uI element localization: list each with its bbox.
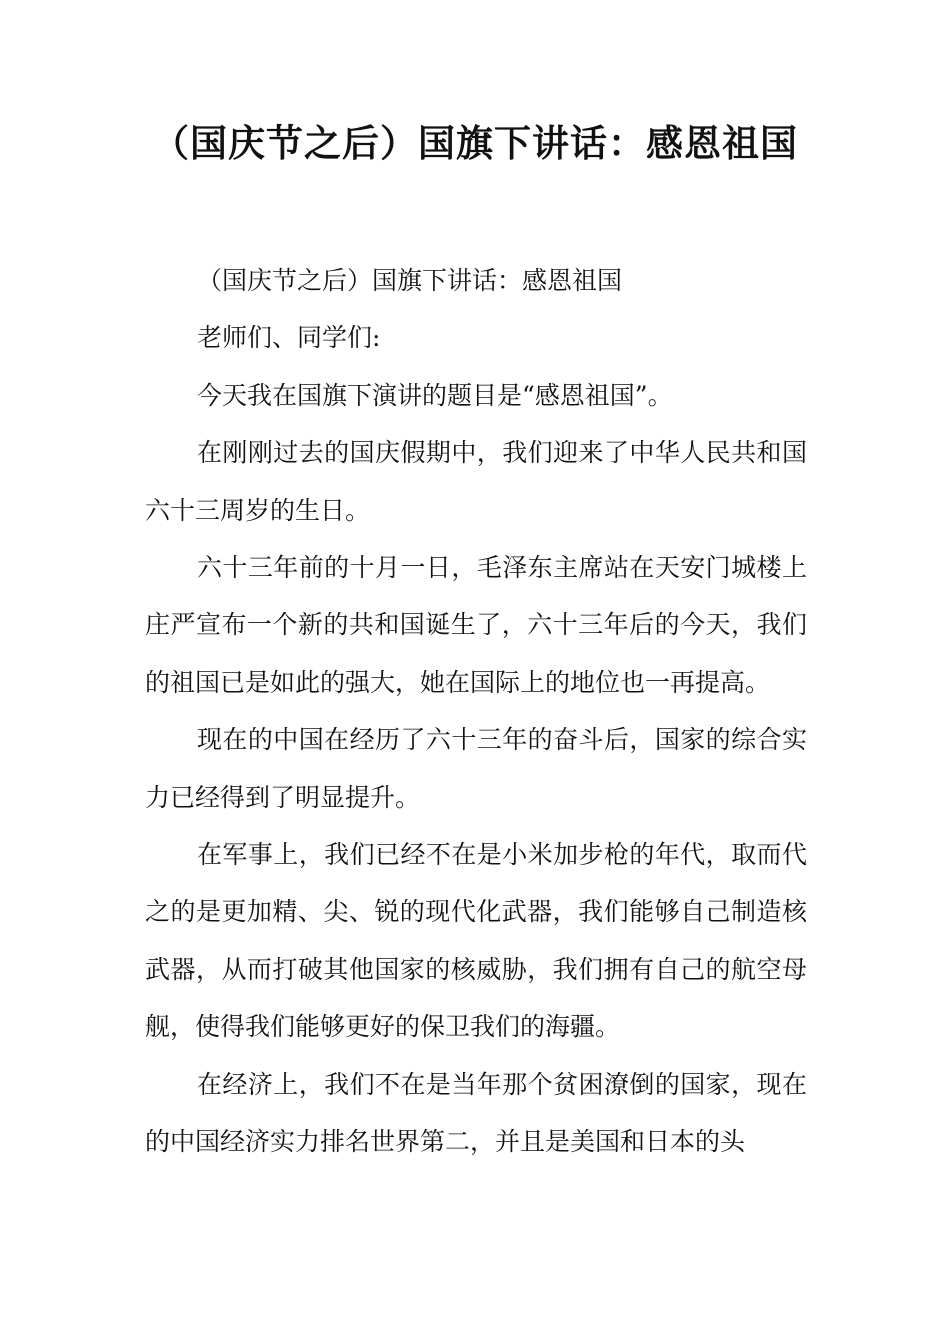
paragraph-economy: 在经济上，我们不在是当年那个贫困潦倒的国家，现在的中国经济实力排名世界第二，并且是美国和日本的头 <box>145 1069 807 1157</box>
document-body <box>145 252 807 1171</box>
paragraph-salutation: 老师们、同学们: <box>197 323 381 353</box>
paragraph-history: 六十三年前的十月一日，毛泽东主席站在天安门城楼上庄严宣布一个新的共和国诞生了，六十三年后的今天，我们的祖国已是如此的强大，她在国际上的地位也一再提高。 <box>145 553 807 697</box>
paragraph-national-strength: 现在的中国在经历了六十三年的奋斗后，国家的综合实力已经得到了明显提升。 <box>145 725 807 812</box>
document-title: （国庆节之后）国旗下讲话：感恩祖国 <box>152 122 798 165</box>
paragraph-national-day: 在刚刚过去的国庆假期中，我们迎来了中华人民共和国六十三周岁的生日。 <box>145 438 807 525</box>
paragraph-heading-repeat: （国庆节之后）国旗下讲话：感恩祖国 <box>197 266 623 295</box>
paragraph-topic: 今天我在国旗下演讲的题目是“感恩祖国”。 <box>197 380 673 410</box>
paragraph-military: 在军事上，我们已经不在是小米加步枪的年代，取而代之的是更加精、尖、锐的现代化武器，我们能够自己制造核武器，从而打破其他国家的核威胁，我们拥有自己的航空母舰，使得我们能够更好的保卫我们的海疆。 <box>145 840 807 1042</box>
